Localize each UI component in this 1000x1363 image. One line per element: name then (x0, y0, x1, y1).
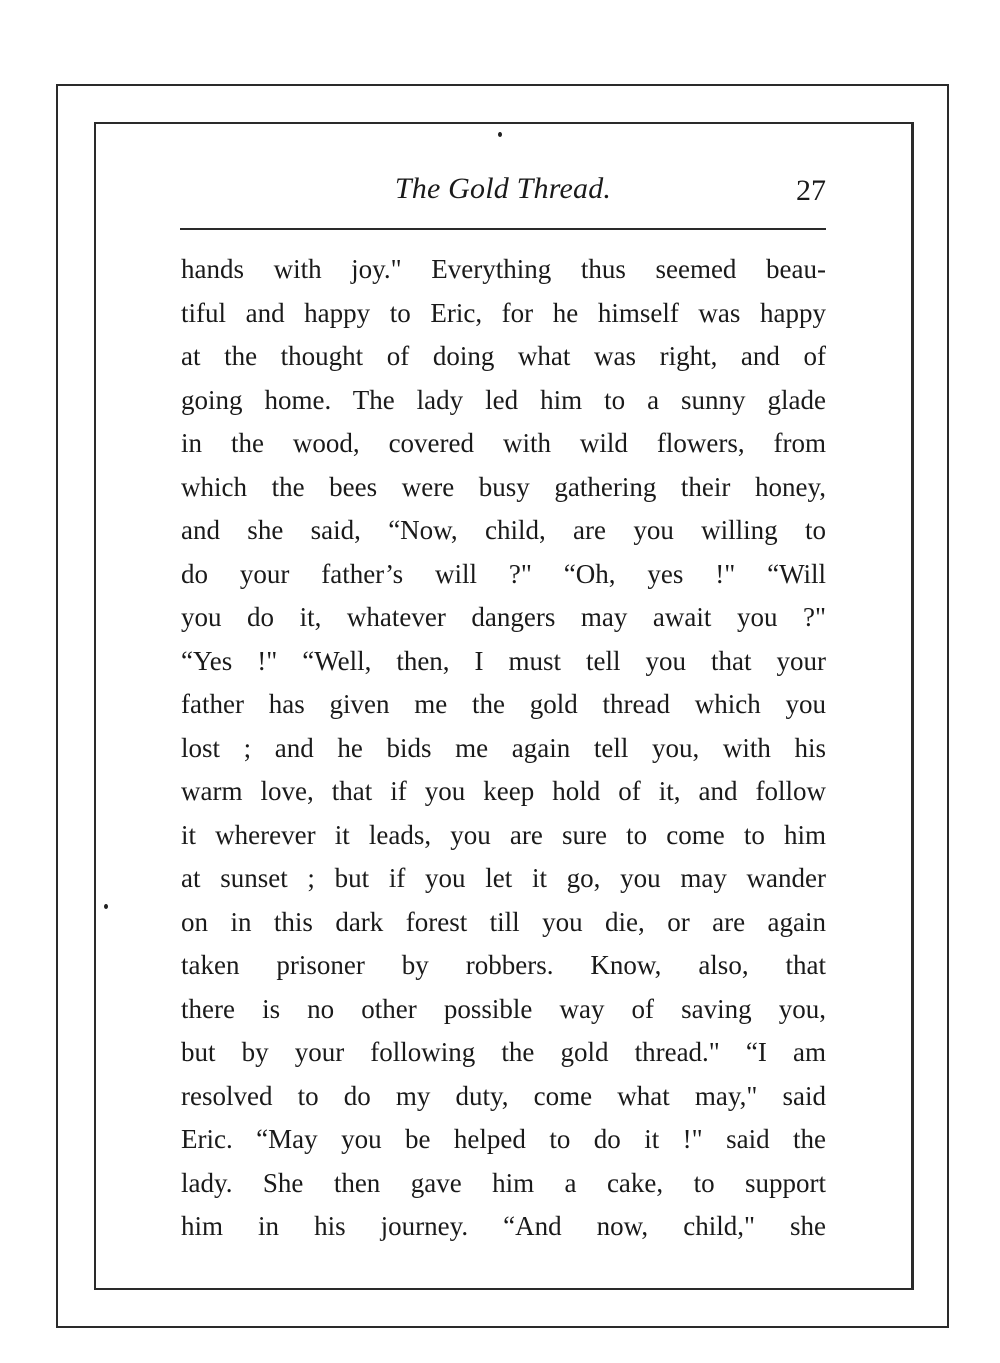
text-line: father has given me the gold thread which you (181, 689, 826, 719)
text-line: lady. She then gave him a cake, to support (181, 1167, 826, 1198)
text-line: you do it, whatever dangers may await you ?" (181, 602, 826, 632)
text-line: tiful and happy to Eric, for he himself was happy (181, 297, 826, 328)
text-line: in the wood, covered with wild flowers, from (181, 428, 826, 458)
text-line: resolved to do my duty, come what may," said (181, 1080, 826, 1111)
page-number: 27 (796, 174, 826, 207)
text-line: and she said, “Now, child, are you willing to (181, 515, 826, 545)
running-header (180, 168, 826, 216)
text-line: warm love, that if you keep hold of it, and follow (181, 776, 826, 806)
text-line: “Yes !" “Well, then, I must tell you that your (181, 645, 826, 676)
text-line: at the thought of doing what was right, and of (181, 341, 826, 371)
text-line: it wherever it leads, you are sure to come to him (181, 819, 826, 850)
text-line: which the bees were busy gathering their honey, (181, 471, 826, 502)
text-line: him in his journey. “And now, child," she (181, 1211, 826, 1241)
text-line: do your father’s will ?" “Oh, yes !" “Will (181, 558, 826, 589)
text-line: Eric. “May you be helped to do it !" said the (181, 1124, 826, 1154)
text-line: at sunset ; but if you let it go, you may wander (181, 863, 826, 893)
text-line: there is no other possible way of saving you, (181, 993, 826, 1024)
text-line: taken prisoner by robbers. Know, also, that (181, 950, 826, 980)
text-line: but by your following the gold thread." “I am (181, 1037, 826, 1067)
running-title: The Gold Thread. (394, 172, 612, 205)
body-text (181, 248, 826, 1249)
text-line: lost ; and he bids me again tell you, with his (181, 732, 826, 763)
header-rule (180, 228, 826, 230)
text-line: hands with joy." Everything thus seemed beau- (181, 254, 826, 284)
ink-speck-left (104, 904, 108, 909)
text-line: going home. The lady led him to a sunny glade (181, 384, 826, 415)
ink-speck-top (498, 132, 502, 137)
text-line: on in this dark forest till you die, or are again (181, 906, 826, 937)
